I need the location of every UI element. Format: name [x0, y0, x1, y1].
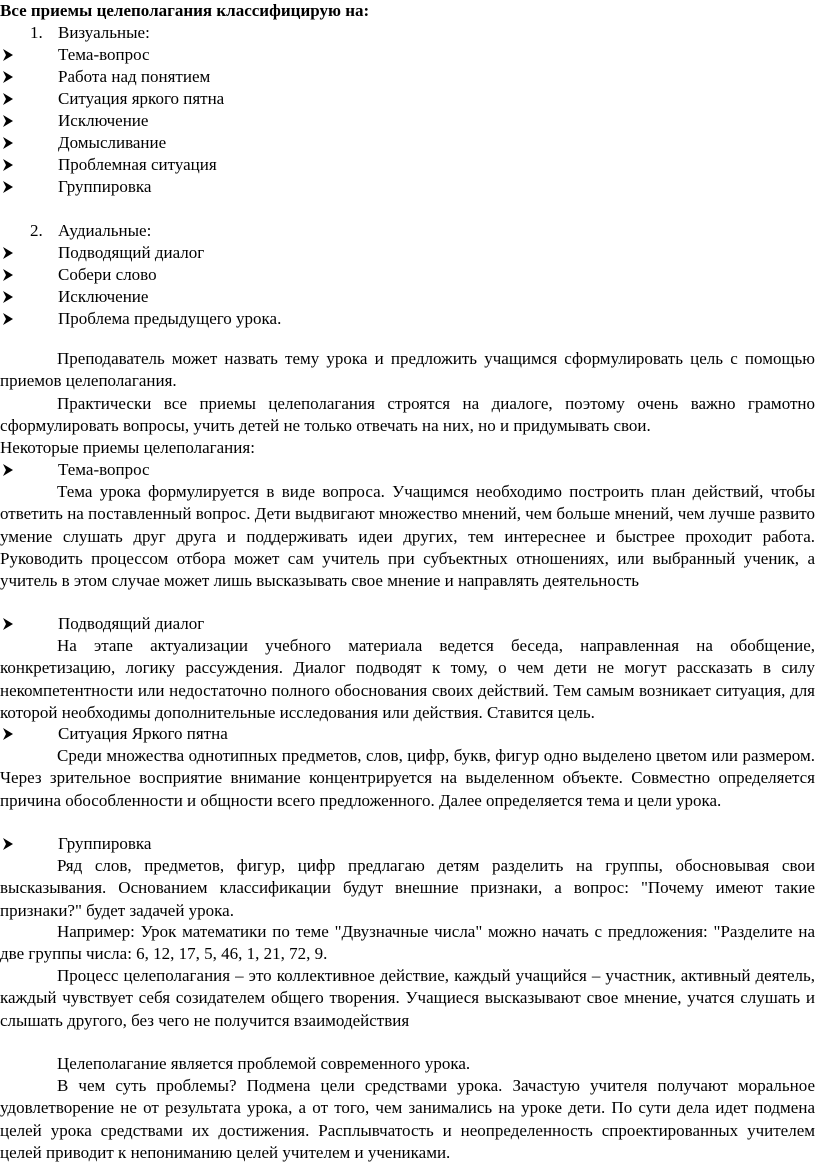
arrowhead-bullet-icon [1, 613, 15, 633]
heading: Все приемы целеполагания классифицирую на: [0, 1, 370, 20]
arrowhead-bullet-icon [1, 723, 15, 743]
paragraph: Преподаватель может назвать тему урока и предложить учащимся сформулировать цель с помощью приемов целеполагания. [0, 349, 815, 391]
arrowhead-bullet-icon [1, 66, 15, 86]
bullet-text: Группировка [58, 177, 152, 196]
paragraph: Процесс целеполагания – это коллективное действие, каждый учащийся – участник, активный деятель, каждый чувствует себя созидателем общего творения. Учащиеся высказывают свое мнение, учатся слушать и слышать другого, без чего не получится взаимодействия [0, 966, 815, 1030]
bullet-text: Подводящий диалог [58, 243, 205, 262]
bullet-text: Ситуация яркого пятна [58, 89, 225, 108]
paragraph: Целеполагание является проблемой современного урока. [57, 1054, 471, 1073]
bullet-text: Подводящий диалог [58, 614, 205, 633]
arrowhead-bullet-icon [1, 132, 15, 152]
arrowhead-bullet-icon [1, 88, 15, 108]
list-title: Аудиальные: [58, 221, 152, 240]
list-number: 1. [30, 23, 43, 42]
arrowhead-bullet-icon [1, 264, 15, 284]
bullet-text: Исключение [58, 287, 149, 306]
arrowhead-bullet-icon [1, 110, 15, 130]
paragraph: Практически все приемы целеполагания строятся на диалоге, поэтому очень важно грамотно сформулировать вопросы, учить детей не только отвечать на них, но и придумывать свои. [0, 394, 815, 436]
bullet-text: Ситуация Яркого пятна [58, 724, 228, 743]
bullet-text: Тема-вопрос [58, 460, 150, 479]
paragraph: Некоторые приемы целеполагания: [0, 438, 255, 457]
paragraph: Ряд слов, предметов, фигур, цифр предлагаю детям разделить на группы, обосновывая свои высказывания. Основанием классификации будут внешние признаки, а вопрос: "Почему имеют такие признаки?" будет задачей урока. [0, 856, 815, 920]
arrowhead-bullet-icon [1, 308, 15, 328]
arrowhead-bullet-icon [1, 176, 15, 196]
bullet-text: Домысливание [58, 133, 167, 152]
paragraph: На этапе актуализации учебного материала ведется беседа, направленная на обобщение, конкретизацию, логику рассуждения. Диалог подводят к тому, о чем дети не могут рассказать в силу некомпетентности или недостаточно полного обоснования своих действий. Тем самым возникает ситуация, для которой необходимы дополнительные исследования или действия. Ставится цель. [0, 636, 815, 722]
paragraph: Например: Урок математики по теме "Двузначные числа" можно начать с предложения: "Разделите на две группы числа: 6, 12, 17, 5, 46, 1, 21, 72, 9. [0, 922, 815, 964]
bullet-text: Исключение [58, 111, 149, 130]
paragraph: Тема урока формулируется в виде вопроса. Учащимся необходимо построить план действий, чтобы ответить на поставленный вопрос. Дети выдвигают множество мнений, чем больше мнений, чем лучше развито умение слушать друг друга и поддерживать идеи других, тем интереснее и быстрее проходит работа. Руководить процессом отбора может сам учитель при субъектных отношениях, или выбранный ученик, а учитель в этом случае может лишь высказывать свое мнение и направлять деятельность [0, 482, 815, 591]
bullet-text: Тема-вопрос [58, 45, 150, 64]
bullet-text: Собери слово [58, 265, 157, 284]
bullet-text: Проблема предыдущего урока. [58, 309, 282, 328]
bullet-text: Работа над понятием [58, 67, 211, 86]
bullet-text: Группировка [58, 834, 152, 853]
arrowhead-bullet-icon [1, 44, 15, 64]
list-number: 2. [30, 221, 43, 240]
arrowhead-bullet-icon [1, 833, 15, 853]
arrowhead-bullet-icon [1, 242, 15, 262]
paragraph: В чем суть проблемы? Подмена цели средствами урока. Зачастую учителя получают моральное удовлетворение не от результата урока, а от того, чем занимались на уроке дети. По сути дела идет подмена целей урока средствами их достижения. Расплывчатость и неопределенность спроектированных учителем целей приводит к непониманию целей учителем и учениками. [0, 1076, 815, 1162]
list-title: Визуальные: [58, 23, 150, 42]
bullet-text: Проблемная ситуация [58, 155, 217, 174]
arrowhead-bullet-icon [1, 154, 15, 174]
paragraph: Среди множества однотипных предметов, слов, цифр, букв, фигур одно выделено цветом или размером. Через зрительное восприятие внимание концентрируется на выделенном объекте. Совместно определяется причина обособленности и общности всего предложенного. Далее определяется тема и цели урока. [0, 746, 815, 810]
arrowhead-bullet-icon [1, 459, 15, 479]
arrowhead-bullet-icon [1, 286, 15, 306]
